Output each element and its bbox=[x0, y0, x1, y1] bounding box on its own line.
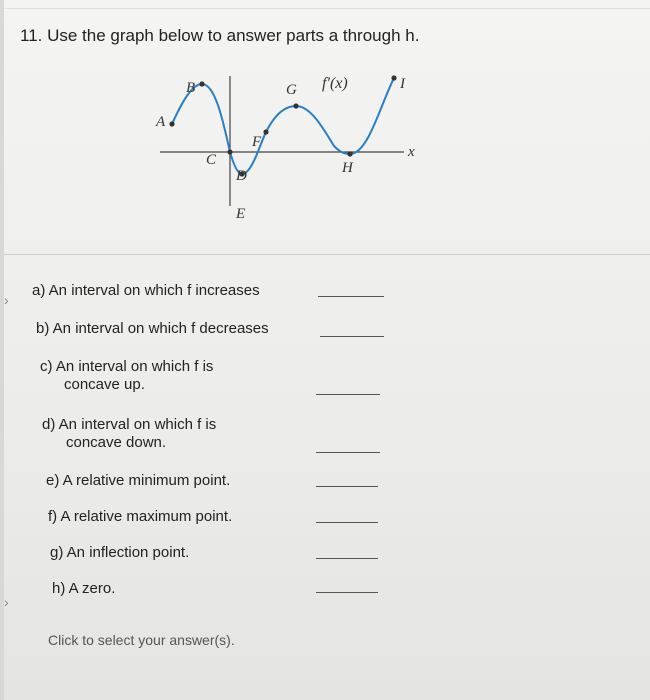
chevron-right-icon[interactable]: › bbox=[4, 292, 9, 308]
label-h: H bbox=[342, 160, 353, 176]
label-g: G bbox=[286, 82, 297, 98]
part-d-label: d) An interval on which f is bbox=[42, 416, 217, 433]
part-f-label: f) A relative maximum point. bbox=[48, 508, 233, 525]
part-a-answer-blank[interactable] bbox=[318, 296, 384, 297]
function-label: f′(x) bbox=[322, 75, 348, 92]
graph-divider bbox=[4, 254, 650, 255]
part-c-label: c) An interval on which f is bbox=[40, 358, 214, 375]
label-f: F bbox=[252, 134, 262, 150]
part-b-label: b) An interval on which f decreases bbox=[36, 320, 269, 337]
label-c: C bbox=[206, 152, 217, 168]
label-e: E bbox=[236, 206, 246, 222]
part-a-label: a) An interval on which f increases bbox=[32, 282, 260, 299]
part-g-label: g) An inflection point. bbox=[50, 544, 190, 561]
label-a: A bbox=[156, 114, 166, 130]
part-d-answer-blank[interactable] bbox=[316, 452, 380, 453]
part-e-label: e) A relative minimum point. bbox=[46, 472, 231, 489]
point-h bbox=[347, 151, 352, 156]
x-axis-label: x bbox=[408, 144, 415, 160]
part-h-label: h) A zero. bbox=[52, 580, 116, 597]
part-d-label-line2: concave down. bbox=[66, 434, 167, 451]
label-b: B bbox=[186, 80, 196, 96]
point-i bbox=[391, 75, 396, 80]
part-g-answer-blank[interactable] bbox=[316, 558, 378, 559]
part-e-answer-blank[interactable] bbox=[316, 486, 378, 487]
label-d: D bbox=[236, 168, 247, 184]
part-f-answer-blank[interactable] bbox=[316, 522, 378, 523]
label-i: I bbox=[400, 76, 405, 92]
point-g bbox=[293, 103, 298, 108]
point-a bbox=[169, 121, 174, 126]
part-c-label-line2: concave up. bbox=[64, 376, 145, 393]
question-sheet bbox=[4, 0, 650, 700]
top-divider bbox=[4, 8, 650, 9]
chevron-right-icon[interactable]: › bbox=[4, 594, 9, 610]
question-title: 11. Use the graph below to answer parts a through h. bbox=[20, 26, 420, 45]
part-c-answer-blank[interactable] bbox=[316, 394, 380, 395]
point-b bbox=[199, 81, 204, 86]
point-c bbox=[227, 149, 232, 154]
point-f bbox=[263, 129, 268, 134]
select-answer-hint[interactable]: Click to select your answer(s). bbox=[48, 632, 235, 648]
part-h-answer-blank[interactable] bbox=[316, 592, 378, 593]
part-b-answer-blank[interactable] bbox=[320, 336, 384, 337]
derivative-graph bbox=[144, 66, 424, 236]
